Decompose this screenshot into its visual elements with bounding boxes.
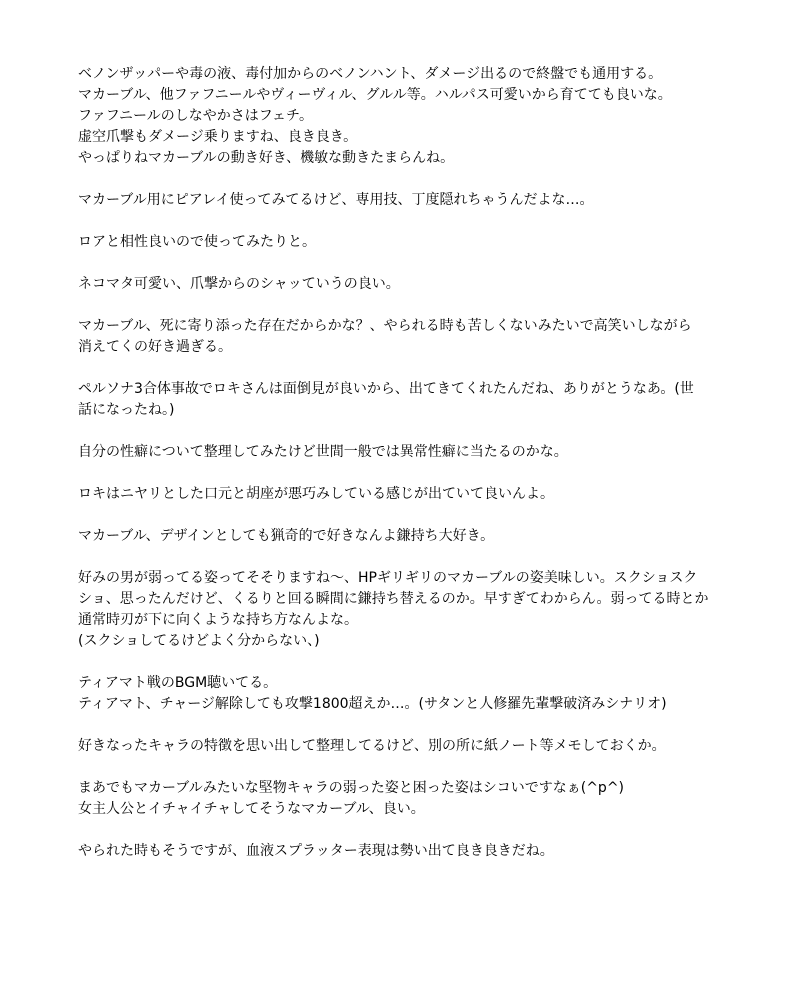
paragraph-6 (78, 379, 758, 421)
text-line: ロアと相性良いので使ってみたりと。 (78, 234, 316, 250)
paragraph-12 (78, 736, 758, 757)
text-line: 虚空爪撃もダメージ乗りますね、良き良き。 (78, 129, 358, 145)
text-line: ロキはニヤリとした口元と胡座が悪巧みしている感じが出ていて良いんよ。 (78, 486, 554, 502)
document-body (78, 64, 758, 883)
paragraph-5 (78, 316, 758, 358)
text-line: ネコマタ可愛い、爪撃からのシャッていうの良い。 (78, 276, 400, 292)
text-line: ベノンザッパーや毒の液、毒付加からのベノンハント、ダメージ出るので終盤でも通用する。 (78, 66, 663, 82)
paragraph-2 (78, 190, 758, 211)
text-line: やられた時もそうですが、血液スプラッター表現は勢い出て良き良きだね。 (78, 843, 554, 859)
text-line: ティアマト、チャージ解除しても攻撃1800超えか…。(サタンと人修羅先輩撃破済みシナリオ) (78, 696, 667, 712)
text-line: ペルソナ3合体事故でロキさんは面倒見が良いから、出てきてくれたんだね、ありがとうなあ。(世 (78, 381, 694, 397)
text-line: 通常時刃が下に向くような持ち方なんよな。 (78, 612, 358, 628)
text-line: 話になったね。) (78, 402, 175, 418)
paragraph-9 (78, 526, 758, 547)
text-line: まあでもマカーブルみたいな堅物キャラの弱った姿と困った姿はシコいですなぁ(^p^) (78, 780, 625, 796)
text-line: マカーブル、デザインとしても猟奇的で好きなんよ鎌持ち大好き。 (78, 528, 495, 544)
text-line: ショ、思ったんだけど、くるりと回る瞬間に鎌持ち替えるのか。早すぎてわからん。弱ってる時とか (78, 591, 709, 607)
paragraph-13 (78, 778, 758, 820)
paragraph-3 (78, 232, 758, 253)
text-line: 自分の性癖について整理してみたけど世間一般では異常性癖に当たるのかな。 (78, 444, 568, 460)
paragraph-10 (78, 568, 758, 652)
text-line: マカーブル、他ファフニールやヴィーヴィル、グルル等。ハルパス可愛いから育てても良いな。 (78, 87, 672, 103)
paragraph-4 (78, 274, 758, 295)
text-line: 女主人公とイチャイチャしてそうなマカーブル、良い。 (78, 801, 425, 817)
text-line: 消えてくの好き過ぎる。 (78, 339, 232, 355)
text-line: 好きなったキャラの特徴を思い出して整理してるけど、別の所に紙ノート等メモしておくか。 (78, 738, 666, 754)
text-line: ファフニールのしなやかさはフェチ。 (78, 108, 314, 124)
text-line: マカーブル、死に寄り添った存在だからかな？、やられる時も苦しくないみたいで高笑いしながら (78, 318, 692, 334)
text-line: マカーブル用にピアレイ使ってみてるけど、専用技、丁度隠れちゃうんだよな…。 (78, 192, 594, 208)
text-line: ティアマト戦のBGM聴いてる。 (78, 675, 278, 691)
text-line: 好みの男が弱ってる姿ってそそりますね～、HPギリギリのマカーブルの姿美味しい。スクショスク (78, 570, 698, 586)
paragraph-14 (78, 841, 758, 862)
text-line: (スクショしてるけどよく分からない、) (78, 633, 320, 649)
paragraph-11 (78, 673, 758, 715)
text-line: やっぱりねマカーブルの動き好き、機敏な動きたまらんね。 (78, 150, 455, 166)
paragraph-8 (78, 484, 758, 505)
paragraph-1 (78, 64, 758, 169)
paragraph-7 (78, 442, 758, 463)
